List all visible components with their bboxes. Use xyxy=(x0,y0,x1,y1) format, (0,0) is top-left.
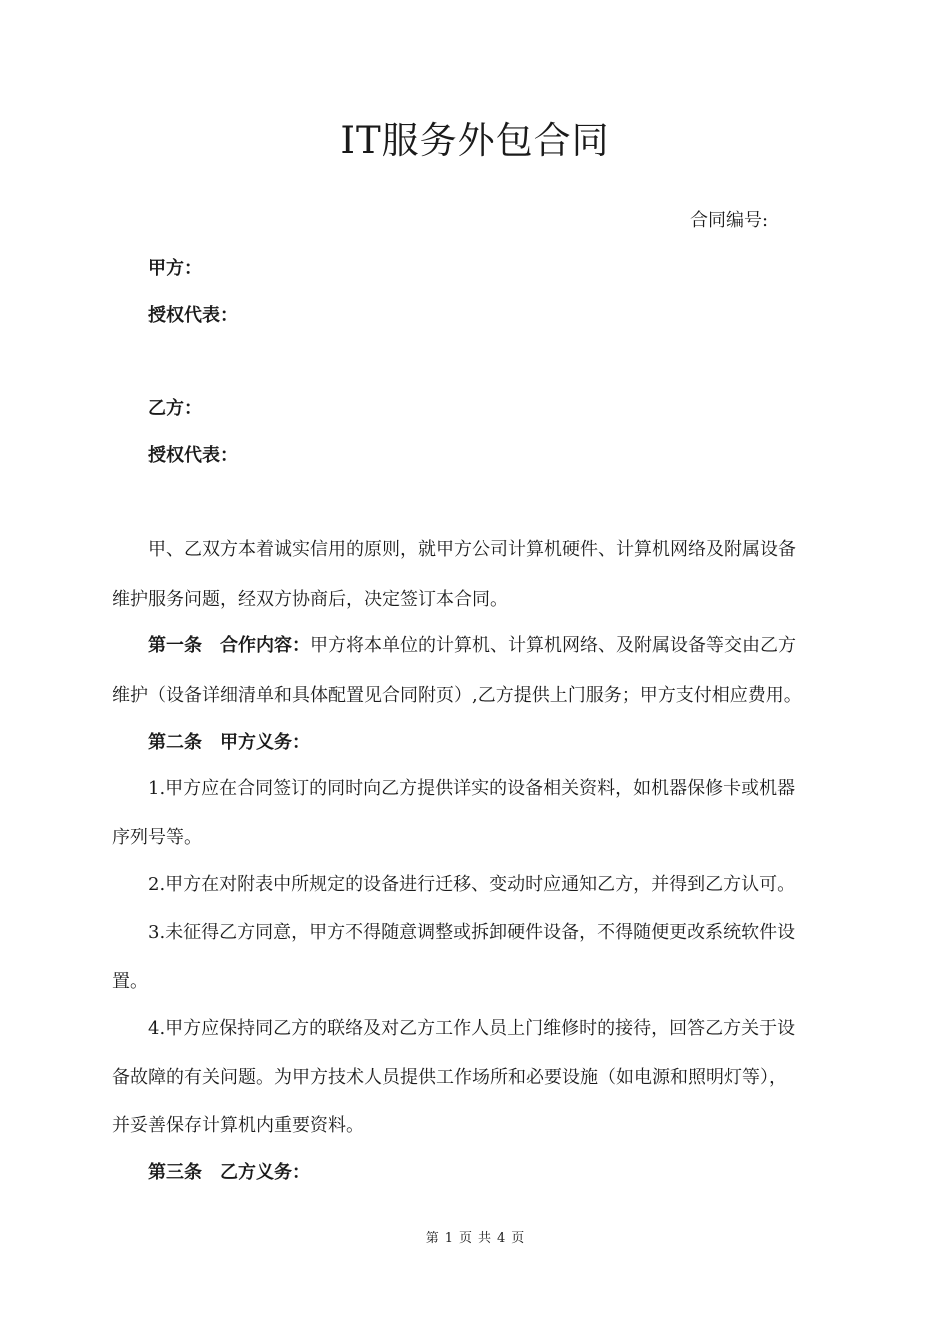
preamble-line-2: 维护服务问题，经双方协商后，决定签订本合同。 xyxy=(112,589,508,610)
article-2-item-2-line-1: 2.甲方在对附表中所规定的设备进行迁移、变动时应通知乙方，并得到乙方认可。 xyxy=(148,874,796,895)
article-2-item-4-line-3: 并妥善保存计算机内重要资料。 xyxy=(112,1115,364,1136)
footer-page-prefix: 第 xyxy=(425,1231,439,1246)
party-b-label: 乙方： xyxy=(148,398,202,419)
party-a-representative-label: 授权代表： xyxy=(148,305,238,326)
document-title: IT服务外包合同 xyxy=(340,119,610,162)
article-1-line-1 xyxy=(148,633,796,659)
article-2-item-1-line-2: 序列号等。 xyxy=(112,827,202,848)
article-2-item-3-line-2: 置。 xyxy=(112,971,148,992)
article-2-item-4-line-1: 4.甲方应保持同乙方的联络及对乙方工作人员上门维修时的接待，回答乙方关于设 xyxy=(148,1018,796,1039)
article-1-heading: 第一条 合作内容： xyxy=(148,635,310,656)
article-1-text: 甲方将本单位的计算机、计算机网络、及附属设备等交由乙方 xyxy=(310,635,796,656)
footer-page-total: 4 xyxy=(497,1231,506,1246)
article-2-item-1-line-1: 1.甲方应在合同签订的同时向乙方提供详实的设备相关资料，如机器保修卡或机器 xyxy=(148,778,796,799)
footer-page-unit: 页 xyxy=(458,1231,472,1246)
footer-total-label: 共 xyxy=(478,1231,492,1246)
contract-number-label: 合同编号: xyxy=(690,210,769,231)
footer-page-current: 1 xyxy=(444,1231,453,1246)
article-2-item-3-line-1: 3.未征得乙方同意，甲方不得随意调整或拆卸硬件设备，不得随便更改系统软件设 xyxy=(148,922,796,943)
party-b-representative-label: 授权代表： xyxy=(148,445,238,466)
party-a-label: 甲方： xyxy=(148,258,202,279)
footer-page-suffix: 页 xyxy=(511,1231,525,1246)
article-2-heading: 第二条 甲方义务： xyxy=(148,732,310,753)
article-1-line-2: 维护（设备详细清单和具体配置见合同附页）,乙方提供上门服务；甲方支付相应费用。 xyxy=(112,685,802,706)
preamble-line-1: 甲、乙双方本着诚实信用的原则，就甲方公司计算机硬件、计算机网络及附属设备 xyxy=(148,539,796,560)
article-2-item-4-line-2: 备故障的有关问题。为甲方技术人员提供工作场所和必要设施（如电源和照明灯等）， xyxy=(112,1067,787,1088)
article-3-heading: 第三条 乙方义务： xyxy=(148,1162,310,1183)
page-footer xyxy=(0,1229,950,1249)
